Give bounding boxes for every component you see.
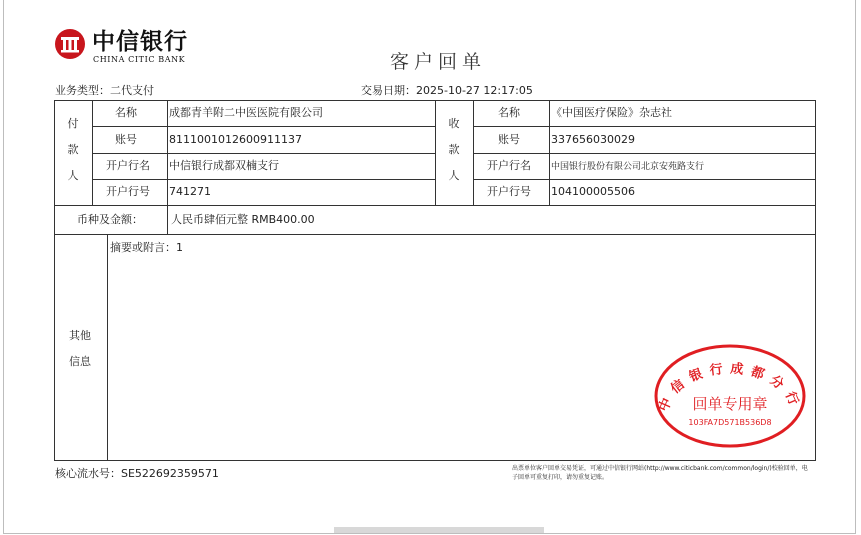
- other-info-label: 其他 信息: [69, 329, 91, 368]
- payer-bank-name-label: 开户行名: [106, 159, 150, 172]
- payee-bank-code-value: 104100005506: [551, 185, 635, 198]
- stamp-arc-text: 中信银行成都分行: [656, 361, 804, 414]
- bank-name-cn: 中信银行: [92, 29, 188, 55]
- document-title: 客户回单: [390, 51, 487, 73]
- payer-name-label: 名称: [115, 106, 137, 119]
- citic-logo-icon: [54, 28, 86, 60]
- memo-text: 摘要或附言：1: [110, 241, 183, 254]
- core-serial-number: 核心流水号：SE522692359571: [55, 467, 219, 480]
- payee-bank-name-value: 中国银行股份有限公司北京安苑路支行: [551, 162, 705, 172]
- receipt-sheet: [3, 0, 856, 534]
- payer-bank-code-value: 741271: [169, 185, 211, 198]
- payer-bank-code-label: 开户行号: [106, 185, 150, 198]
- bank-logo: [54, 28, 244, 68]
- payee-bank-name-label: 开户行名: [487, 159, 531, 172]
- stamp-code: 103FA7D571B536D8: [688, 418, 772, 427]
- payee-account-value: 337656030029: [551, 133, 635, 146]
- payer-account-value: 8111001012600911137: [169, 133, 302, 146]
- trade-date: 交易日期：2025-10-27 12:17:05: [361, 84, 533, 97]
- payer-group-label: 付 款 人: [67, 117, 79, 182]
- payee-account-label: 账号: [498, 133, 520, 146]
- amount-value: 人民币肆佰元整 RMB400.00: [171, 213, 315, 226]
- business-type: 业务类型：二代支付: [55, 84, 154, 97]
- payee-group-label: 收 款 人: [448, 117, 460, 182]
- payer-account-label: 账号: [115, 133, 137, 146]
- payee-bank-code-label: 开户行号: [487, 185, 531, 198]
- payer-bank-name-value: 中信银行成都双楠支行: [169, 159, 279, 172]
- bottom-divider: [334, 527, 544, 533]
- official-stamp: [652, 343, 808, 449]
- payee-name-label: 名称: [498, 106, 520, 119]
- stamp-center-text: 回单专用章: [692, 395, 768, 413]
- amount-label: 币种及金额：: [77, 213, 143, 226]
- payer-name-value: 成都青羊附二中医医院有限公司: [169, 106, 323, 119]
- footer-note: 出票单位客户回单交易凭证，可通过中信银行网站(http://www.citicbank.com/common/login/)校验回单，电子回单可重复打印，请勿重复记账。: [512, 465, 808, 481]
- bank-name-en: CHINA CITIC BANK: [93, 55, 186, 64]
- payee-name-value: 《中国医疗保险》杂志社: [551, 106, 672, 119]
